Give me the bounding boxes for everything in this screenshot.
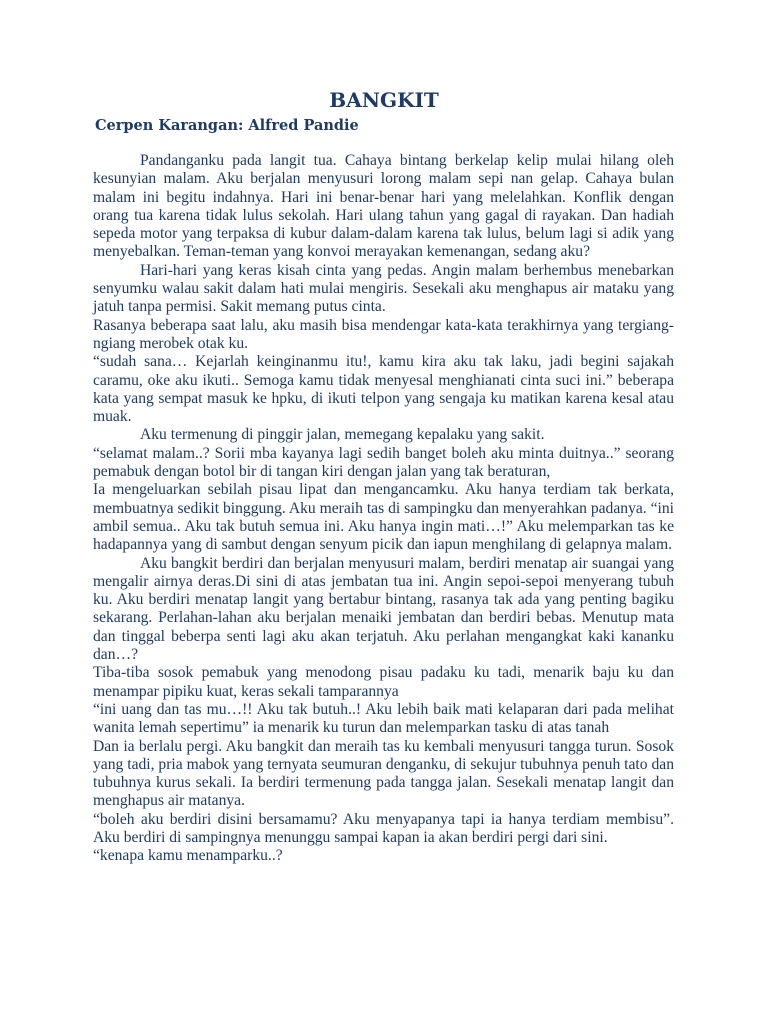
author-line: Cerpen Karangan: Alfred Pandie: [95, 117, 359, 134]
paragraph: Pandanganku pada langit tua. Cahaya bintang berkelap kelip mulai hilang oleh kesunyian malam. Aku berjalan menyusuri lorong malam sepi nan gelap. Cahaya bulan malam ini begitu indahnya. Hari ini benar-benar hari yang melelahkan. Konflik dengan orang tua karena tidak lulus sekolah. Hari ulang tahun yang gagal di rayakan. Dan hadiah sepeda motor yang terpaksa di kubur dalam-dalam karena tak lulus, belum lagi si adik yang menyebalkan. Teman-teman yang konvoi merayakan kemenangan, sedang aku?: [93, 152, 674, 261]
paragraph: Tiba-tiba sosok pemabuk yang menodong pisau padaku ku tadi, menarik baju ku dan menampar pipiku kuat, keras sekali tamparannya: [93, 664, 674, 700]
paragraph: Hari-hari yang keras kisah cinta yang pedas. Angin malam berhembus menebarkan senyumku walau sakit dalam hati mulai mengiris. Sesekali aku menghapus air mataku yang jatuh tanpa permisi. Sakit memang putus cinta.: [93, 261, 674, 316]
paragraph: Rasanya beberapa saat lalu, aku masih bisa mendengar kata-kata terakhirnya yang tergiang-ngiang merobek otak ku.: [93, 316, 674, 352]
story-body: [93, 152, 674, 866]
paragraph: Ia mengeluarkan sebilah pisau lipat dan mengancamku. Aku hanya terdiam tak berkata, membuatnya sedikit binggung. Aku meraih tas di sampingku dan menyerahkan padanya. “ini ambil semua.. Aku tak butuh semua ini. Aku hanya ingin mati…!” Aku melemparkan tas ke hadapannya yang di sambut dengan senyum picik dan iapun menghilang di gelapnya malam.: [93, 481, 674, 554]
paragraph: “selamat malam..? Sorii mba kayanya lagi sedih banget boleh aku minta duitnya..” seorang pemabuk dengan botol bir di tangan kiri dengan jalan yang tak beraturan,: [93, 444, 674, 481]
paragraph: Aku termenung di pinggir jalan, memegang kepalaku yang sakit.: [140, 426, 545, 444]
paragraph: “sudah sana… Kejarlah keinginanmu itu!, kamu kira aku tak laku, jadi begini sajakah caramu, oke aku ikuti.. Semoga kamu tidak menyesal menghianati cinta suci ini.” beberapa kata yang sempat masuk ke hpku, di ikuti telpon yang sengaja ku matikan karena kesal atau muak.: [93, 353, 674, 426]
story-title: BANGKIT: [329, 88, 439, 112]
paragraph: Dan ia berlalu pergi. Aku bangkit dan meraih tas ku kembali menyusuri tangga turun. Sosok yang tadi, pria mabok yang ternyata seumuran denganku, di sekujur tubuhnya penuh tato dan tubuhnya kurus sekali. Ia berdiri termenung pada tangga jalan. Sesekali menatap langit dan menghapus air matanya.: [93, 737, 674, 810]
paragraph: “boleh aku berdiri disini bersamamu? Aku menyapanya tapi ia hanya terdiam membisu”. Aku berdiri di sampingnya menunggu sampai kapan ia akan berdiri pergi dari sini.: [93, 810, 674, 846]
paragraph: “kenapa kamu menamparku..?: [93, 847, 283, 865]
paragraph: Aku bangkit berdiri dan berjalan menyusuri malam, berdiri menatap air suangai yang mengalir airnya deras.Di sini di atas jembatan tua ini. Angin sepoi-sepoi menyerang tubuh ku. Aku berdiri menatap langit yang bertabur bintang, rasanya tak ada yang penting bagiku sekarang. Perlahan-lahan aku berjalan menaiki jembatan dan berdiri bebas. Menutup mata dan tinggal beberpa senti lagi aku akan terjatuh. Aku perlahan mengangkat kaki kananku dan…?: [93, 554, 674, 664]
paragraph: “ini uang dan tas mu…!! Aku tak butuh..! Aku lebih baik mati kelaparan dari pada melihat wanita lemah sepertimu” ia menarik ku turun dan melemparkan tasku di atas tanah: [93, 700, 674, 737]
